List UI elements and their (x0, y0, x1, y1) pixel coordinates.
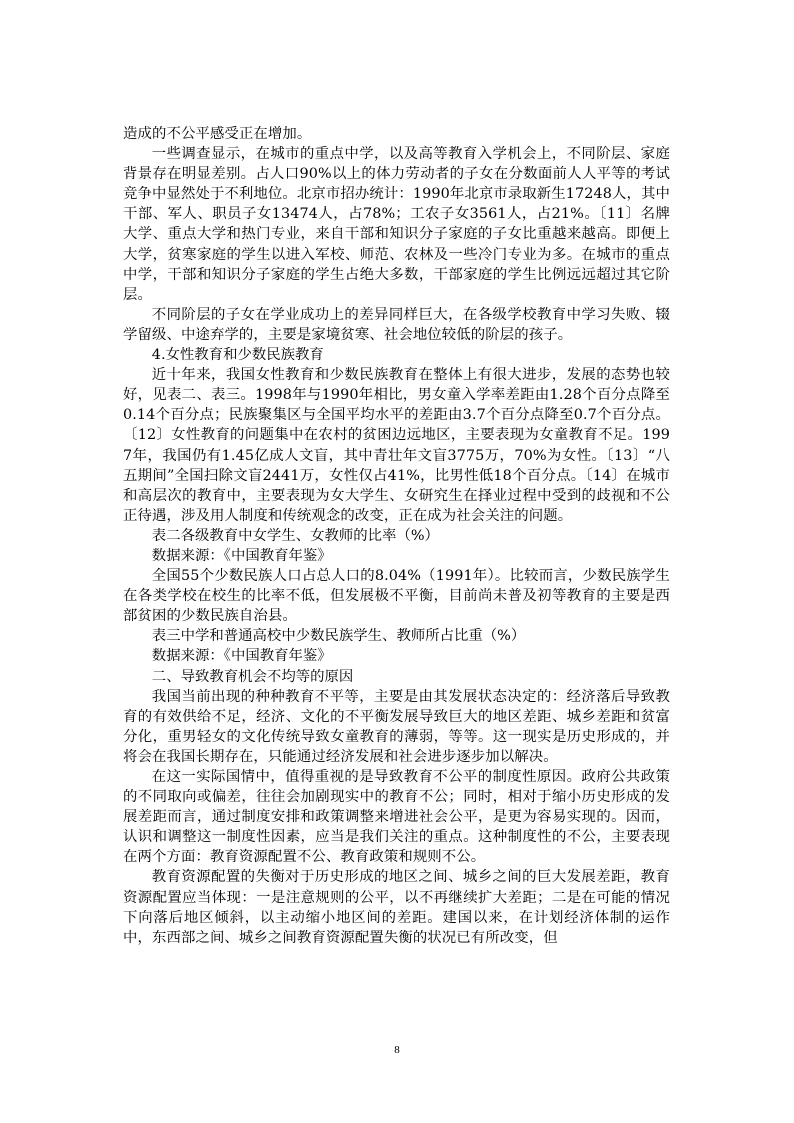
paragraph-8: 全国55个少数民族人口占总人口的8.04%（1991年）。比较而言，少数民族学生在各类学校在校生的比率不低，但发展极不平衡，目前尚未普及初等教育的主要是西部贫困的少数民族自治县。 (123, 568, 670, 625)
paragraph-12: 我国当前出现的种种教育不平等，主要是由其发展状态决定的：经济落后导致教育的有效供给不足，经济、文化的不平衡发展导致巨大的地区差距、城乡差距和贫富分化，重男轻女的文化传统导致女童教育的薄弱，等等。这一现实是历史形成的，并将会在我国长期存在，只能通过经济发展和社会进步逐步加以解决。 (123, 688, 670, 765)
paragraph-14: 教育资源配置的失衡对于历史形成的地区之间、城乡之间的巨大发展差距，教育资源配置应当体现：一是注意规则的公平，以不再继续扩大差距；二是在可能的情况下向落后地区倾斜，以主动缩小地区间的差距。建国以来，在计划经济体制的运作中，东西部之间、城乡之间教育资源配置失衡的状况已有所改变，但 (123, 869, 670, 946)
paragraph-1: 造成的不公平感受正在增加。 (123, 126, 312, 142)
paragraph-13: 在这一实际国情中，值得重视的是导致教育不公平的制度性原因。政府公共政策的不同取向或偏差，往往会加剧现实中的教育不公；同时，相对于缩小历史形成的发展差距而言，通过制度安排和政策调整来增进社会公平，是更为容易实现的。因而，认识和调整这一制度性因素，应当是我们关注的重点。这种制度性的不公，主要表现在两个方面：教育资源配置不公、教育政策和规则不公。 (123, 769, 670, 866)
page-number: 8 (394, 1044, 400, 1056)
paragraph-3: 不同阶层的子女在学业成功上的差异同样巨大，在各级学校教育中学习失败、辍学留级、中途弃学的，主要是家境贫寒、社会地位较低的阶层的孩子。 (123, 306, 670, 343)
table-3-source: 数据来源：《中国教育年鉴》 (151, 648, 332, 665)
table-2-caption: 表二各级教育中女学生、女教师的比率（%） (151, 527, 439, 544)
paragraph-5: 近十年来，我国女性教育和少数民族教育在整体上有很大进步，发展的态势也较好，见表二、表三。1998年与1990年相比，男女童入学率差距由1.28个百分点降至0.14个百分点；民族聚集区与全国平均水平的差距由3.7个百分点降至0.7个百分点。〔12〕女性教育的问题集中在农村的贫困边远地区，主要表现为女童教育不足。1997年，我国仍有1.45亿成人文盲，其中青壮年文盲3775万，70%为女性。〔13〕“八五期间”全国扫除文盲2441万，女性仅占41%，比男性低18个百分点。〔14〕在城市和高层次的教育中，主要表现为女大学生、女研究生在择业过程中受到的歧视和不公正待遇，涉及用人制度和传统观念的改变，正在成为社会关注的问题。 (123, 367, 670, 524)
table-2-source: 数据来源：《中国教育年鉴》 (151, 547, 332, 564)
paragraph-2: 一些调查显示，在城市的重点中学，以及高等教育入学机会上，不同阶层、家庭背景存在明显差别。占人口90%以上的体力劳动者的子女在分数面前人人平等的考试竞争中显然处于不利地位。北京市招办统计：1990年北京市录取新生17248人，其中干部、军人、职员子女13474人，占78%；工农子女3561人，占21%。〔11〕名牌大学、重点大学和热门专业，来自干部和知识分子家庭的子女比重越来越高。即便上大学，贫寒家庭的学生以进入军校、师范、农林及一些冷门专业为多。在城市的重点中学，干部和知识分子家庭的学生占绝大多数，干部家庭的学生比例远远超过其它阶层。 (123, 146, 671, 303)
document-page (123, 124, 670, 948)
table-3-caption: 表三中学和普通高校中少数民族学生、教师所占比重（%） (151, 628, 526, 645)
section-heading-2: 二、导致教育机会不均等的原因 (151, 668, 354, 685)
section-heading-4: 4.女性教育和少数民族教育 (151, 347, 324, 364)
